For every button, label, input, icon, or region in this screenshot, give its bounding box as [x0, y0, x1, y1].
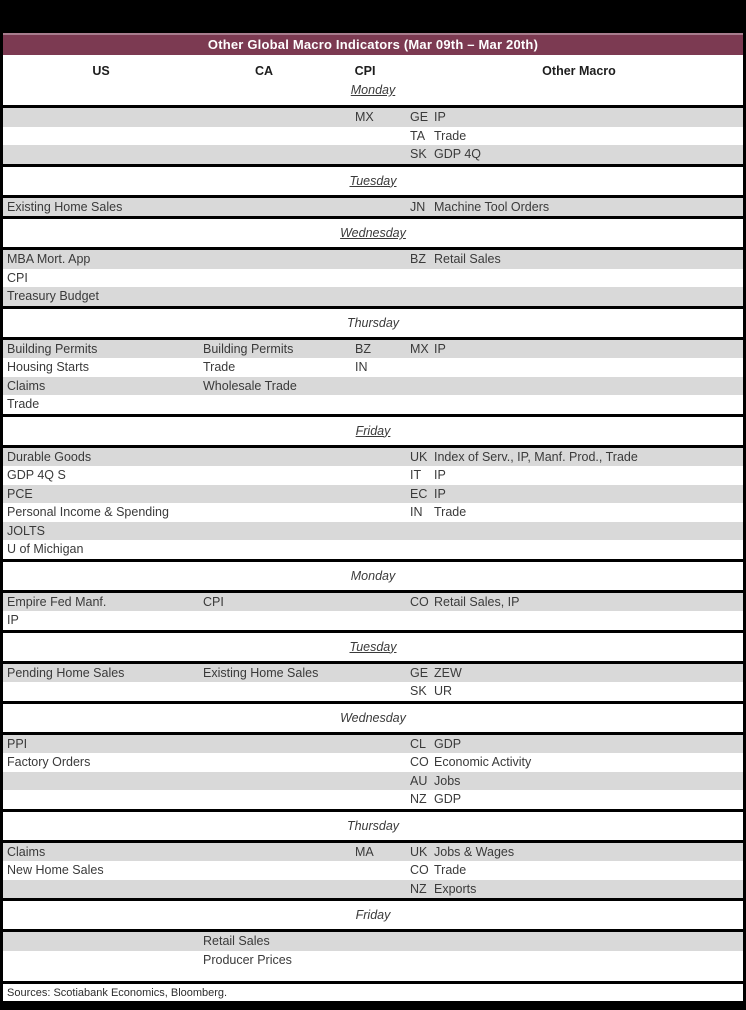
us-cell: Factory Orders: [7, 755, 91, 770]
ca-cell: Building Permits: [203, 341, 294, 356]
day-label: Wednesday: [340, 226, 406, 240]
table-row: [3, 522, 743, 541]
us-cell: CPI: [7, 270, 28, 285]
sources-note: Sources: Scotiabank Economics, Bloomberg.: [7, 986, 228, 999]
ca-cell: CPI: [203, 594, 224, 609]
us-cell: PPI: [7, 736, 28, 751]
other-macro-cell: GDP 4Q: [434, 147, 482, 162]
other-macro-cell: Trade: [434, 128, 467, 143]
table-row: [3, 951, 743, 970]
other-macro-country-cell: CO: [410, 755, 429, 770]
column-header-other-macro: Other Macro: [542, 64, 616, 78]
day-header: [3, 812, 743, 840]
us-cell: Empire Fed Manf.: [7, 594, 107, 609]
us-cell: Pending Home Sales: [7, 665, 125, 680]
other-macro-country-cell: NZ: [410, 792, 427, 807]
other-macro-cell: Jobs & Wages: [434, 844, 515, 859]
other-macro-country-cell: SK: [410, 147, 427, 162]
table-row: [3, 287, 743, 306]
table-row: [3, 932, 743, 951]
us-cell: Claims: [7, 844, 46, 859]
table-row: [3, 861, 743, 880]
day-label: Wednesday: [340, 710, 406, 725]
us-cell: IP: [7, 613, 19, 628]
sources-row: [3, 984, 743, 1001]
day-header: [3, 167, 743, 195]
other-macro-country-cell: SK: [410, 684, 427, 699]
table-row: [3, 108, 743, 127]
day-label: Monday: [350, 83, 396, 97]
us-cell: Durable Goods: [7, 449, 92, 464]
ca-cell: Producer Prices: [203, 952, 292, 967]
other-macro-cell: ZEW: [434, 665, 462, 680]
day-header: [3, 633, 743, 661]
day-header: [3, 704, 743, 732]
day-header: [3, 309, 743, 337]
us-cell: U of Michigan: [7, 542, 84, 557]
table-row: [3, 682, 743, 701]
other-macro-country-cell: UK: [410, 449, 428, 464]
column-header-us: US: [92, 64, 110, 78]
table-title-bar: [3, 33, 743, 55]
table-row: [3, 377, 743, 396]
other-macro-country-cell: IN: [410, 505, 423, 520]
table-row: [3, 790, 743, 809]
other-macro-country-cell: BZ: [410, 252, 426, 267]
day-header: [3, 417, 743, 445]
other-macro-cell: IP: [434, 110, 446, 125]
table-row: [3, 448, 743, 467]
other-macro-country-cell: EC: [410, 486, 428, 501]
table-row: [3, 611, 743, 630]
other-macro-country-cell: MX: [410, 341, 429, 356]
other-macro-cell: IP: [434, 341, 446, 356]
table-row: [3, 503, 743, 522]
top-black-bar: [3, 0, 743, 33]
us-cell: GDP 4Q S: [7, 468, 66, 483]
table-row: [3, 145, 743, 164]
other-macro-cell: UR: [434, 684, 453, 699]
other-macro-country-cell: CL: [410, 736, 426, 751]
other-macro-country-cell: GE: [410, 110, 429, 125]
table-body: [3, 59, 743, 1001]
table-row: [3, 753, 743, 772]
us-cell: Trade: [7, 397, 40, 412]
other-macro-cell: GDP: [434, 792, 462, 807]
us-cell: JOLTS: [7, 523, 45, 538]
table-title: Other Global Macro Indicators (Mar 09th – Mar 20th): [207, 37, 539, 52]
us-cell: Personal Income & Spending: [7, 505, 169, 520]
sections-container: [3, 83, 743, 969]
table-row: [3, 772, 743, 791]
table-row: [3, 358, 743, 377]
other-macro-cell: Trade: [434, 505, 467, 520]
other-macro-country-cell: UK: [410, 844, 428, 859]
cpi-cell: IN: [355, 360, 368, 375]
other-macro-country-cell: NZ: [410, 881, 427, 896]
day-header: [3, 219, 743, 247]
ca-cell: Existing Home Sales: [203, 665, 319, 680]
other-macro-cell: Economic Activity: [434, 755, 532, 770]
other-macro-country-cell: GE: [410, 665, 429, 680]
table-row: [3, 880, 743, 899]
other-macro-cell: Jobs: [434, 773, 461, 788]
us-cell: Building Permits: [7, 341, 98, 356]
table-row: [3, 664, 743, 683]
us-cell: Claims: [7, 378, 46, 393]
other-macro-cell: IP: [434, 468, 446, 483]
day-header: [3, 562, 743, 590]
other-macro-cell: Retail Sales, IP: [434, 594, 520, 609]
day-label: Thursday: [346, 818, 400, 833]
us-cell: PCE: [7, 486, 33, 501]
column-header-cpi: CPI: [354, 64, 376, 78]
ca-cell: Retail Sales: [203, 934, 270, 949]
table-row: [3, 735, 743, 754]
day-label: Monday: [350, 568, 396, 583]
other-macro-cell: Retail Sales: [434, 252, 501, 267]
day-header: [3, 83, 743, 105]
day-label: Tuesday: [349, 639, 397, 654]
other-macro-cell: IP: [434, 486, 446, 501]
day-header: [3, 901, 743, 929]
table-row: [3, 593, 743, 612]
table-row: [3, 269, 743, 288]
table-row: [3, 485, 743, 504]
other-macro-country-cell: CO: [410, 863, 429, 878]
table-row: [3, 843, 743, 862]
us-cell: MBA Mort. App: [7, 252, 91, 267]
other-macro-country-cell: TA: [410, 128, 426, 143]
table-row: [3, 127, 743, 146]
other-macro-cell: Index of Serv., IP, Manf. Prod., Trade: [434, 449, 638, 464]
table-row: [3, 198, 743, 217]
table-row: [3, 340, 743, 359]
other-macro-cell: Machine Tool Orders: [434, 199, 550, 214]
table-row: [3, 250, 743, 269]
day-label: Friday: [355, 423, 391, 438]
us-cell: Treasury Budget: [7, 289, 99, 304]
cpi-cell: MX: [355, 110, 374, 125]
ca-cell: Wholesale Trade: [203, 378, 297, 393]
us-cell: Housing Starts: [7, 360, 89, 375]
footer: [3, 981, 743, 1001]
column-header-ca: CA: [254, 64, 274, 78]
other-macro-cell: GDP: [434, 736, 462, 751]
table-row: [3, 540, 743, 559]
day-label: Friday: [355, 908, 391, 922]
other-macro-country-cell: JN: [410, 199, 426, 214]
day-label: Thursday: [346, 315, 400, 330]
cpi-cell: MA: [355, 844, 374, 859]
us-cell: New Home Sales: [7, 863, 104, 878]
day-label: Tuesday: [349, 173, 397, 188]
us-cell: Existing Home Sales: [7, 199, 123, 214]
other-macro-country-cell: AU: [410, 773, 428, 788]
table-row: [3, 466, 743, 485]
other-macro-cell: Trade: [434, 863, 467, 878]
other-macro-country-cell: IT: [410, 468, 422, 483]
column-headers: [3, 59, 743, 83]
cpi-cell: BZ: [355, 341, 371, 356]
other-macro-country-cell: CO: [410, 594, 429, 609]
ca-cell: Trade: [203, 360, 236, 375]
other-macro-cell: Exports: [434, 881, 477, 896]
table-row: [3, 395, 743, 414]
